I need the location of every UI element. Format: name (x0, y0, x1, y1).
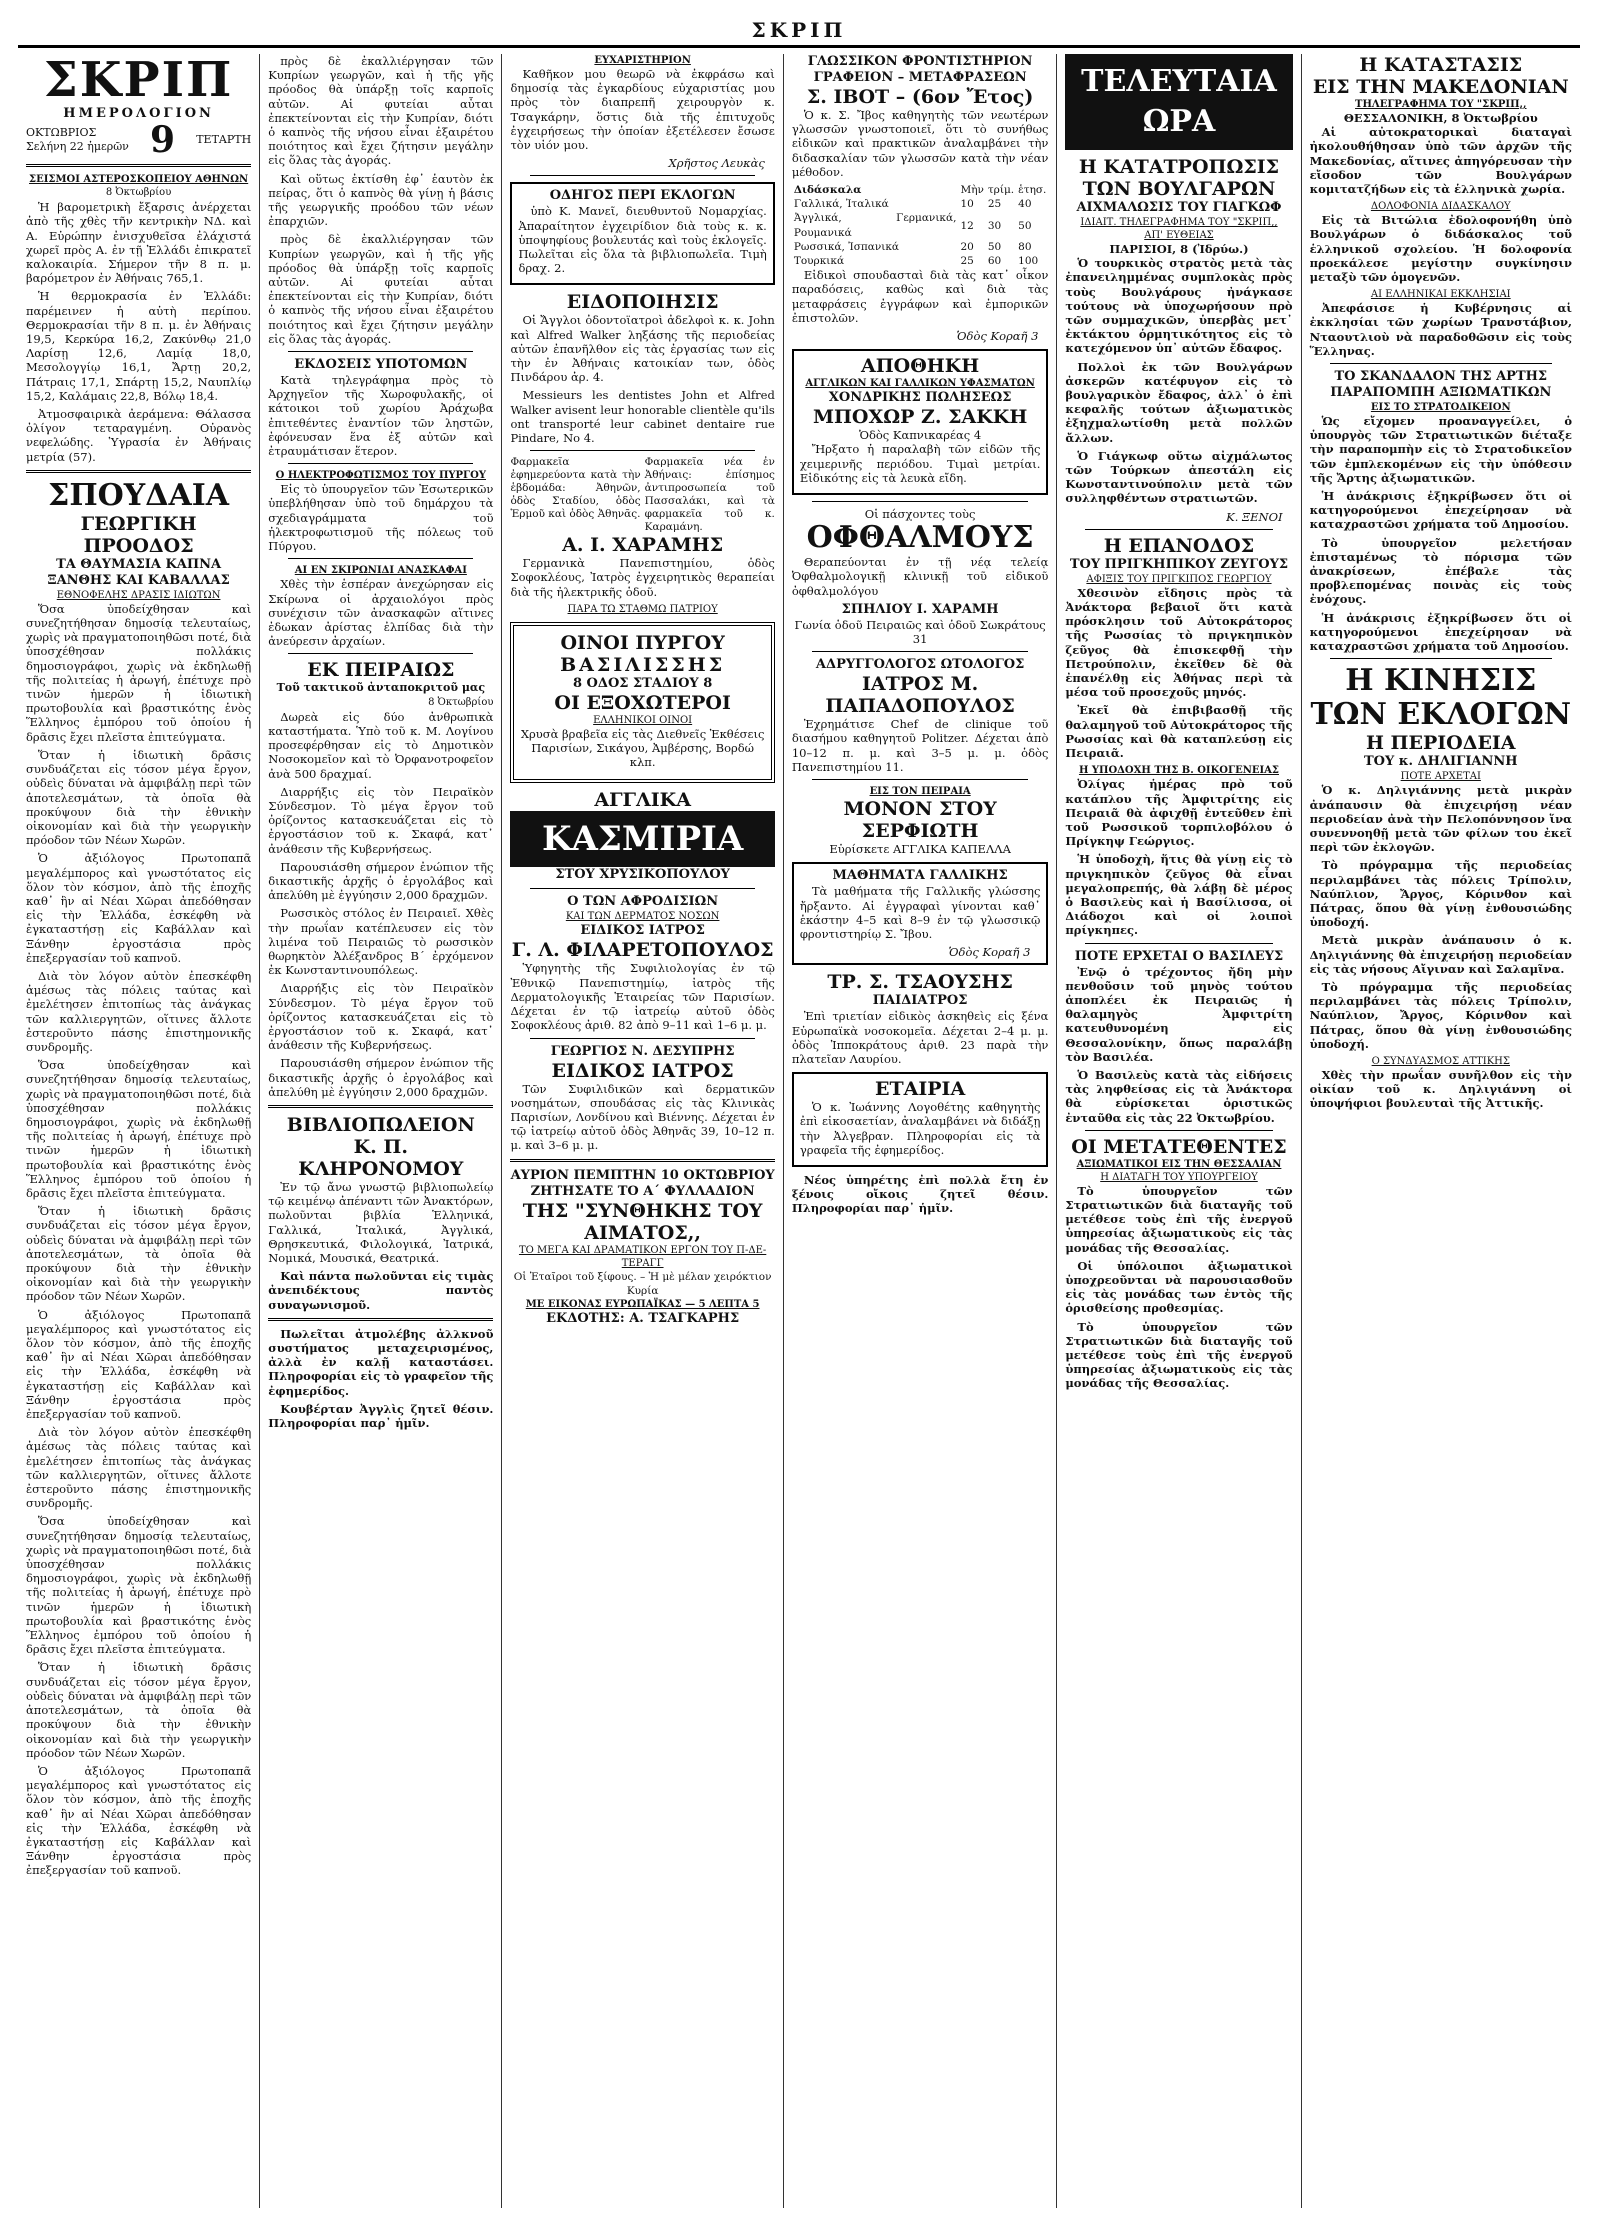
article-paragraph: Ὅταν ἡ ἰδιωτικὴ δρᾶσις συνδυάζεται εἰς τόσον μέγα ἔργον, οὐδεὶς δύναται νὰ ἀμφιβάλῃ περὶ τῶν ἀποτελεσμάτων, τὰ ὁποῖα θὰ προκύψουν διὰ τὴν ἐθνικὴν οἰκονομίαν καὶ διὰ τὴν γεωργικὴν πρόοδον τῶν Νέων Χωρῶν. (26, 747, 252, 848)
divider (288, 653, 473, 654)
thaum-heading: ΤΑ ΘΑΥΜΑΣΙΑ ΚΑΠΝΑ (56, 556, 222, 572)
pharmacy-left: Φαρμακεῖα ἐφημερεύοντα κατὰ τὴν ἑβδομάδα: Ἀθηνῶν, ὁδὸς Σταδίου, ὁδὸς Ἑρμοῦ καὶ ὁδὸς Ἀθηνᾶς. (510, 456, 641, 521)
article-paragraph: Ὁ Βασιλεὺς κατὰ τὰς εἰδήσεις τὰς ληφθείσας εἰς τὰ Ἀνάκτορα θὰ εὑρίσκεται ὁριστικῶς ἐνταῦθα εἰς τὰς 22 Ὀκτωβρίου. (1065, 1067, 1293, 1125)
store-sub2: ΧΟΝΔΡΙΚΗΣ ΠΩΛΗΣΕΩΣ (828, 390, 1012, 406)
capture-heading: ΑΙΧΜΑΛΩΣΙΣ ΤΟΥ ΓΙΑΓΚΩΦ (1076, 200, 1282, 215)
wine-line-1: ΟΙΝΟΙ ΠΥΡΓΟΥ (560, 631, 725, 654)
wine-line-2: ΒΑΣΙΛΙΣΣΗΣ (560, 653, 726, 676)
lessons-address: Ὁδὸς Κοραῆ 3 (948, 945, 1031, 960)
cashmere-banner: ΚΑΣΜΙΡΙΑ (510, 811, 774, 867)
divider (812, 501, 1029, 502)
article-paragraph: Χθὲς τὴν πρωΐαν συνῆλθον εἰς τὴν οἰκίαν τοῦ κ. Δηλιγιάννη οἱ ὑποψήφιοι βουλευταὶ τῆς Ἀττικῆς. (1309, 1067, 1572, 1111)
rout-heading: Η ΚΑΤΑΤΡΟΠΩΣΙΣ (1078, 156, 1280, 178)
logo: ΣΚΡΙΠ (43, 54, 234, 108)
pharmacy-ads (510, 456, 774, 534)
wine-ad (510, 622, 774, 784)
article-paragraph: Ὁ Γιάγκωφ οὕτω αἰχμάλωτος τῶν Τούρκων ἀπεστάλη εἰς Κωνσταντινούπολιν μετὰ τῶν συλληφθέντων στρατιωτῶν. (1065, 448, 1293, 506)
article-paragraph: Ὁ ἀξιόλογος Πρωτοπαπᾶ μεγαλέμπορος καὶ γνωστότατος εἰς ὅλον τὸν κόσμον, ἀπὸ τῆς ἐποχῆς καθ᾿ ἣν αἱ Νέαι Χῶραι ἀπεδόθησαν εἰς τὴν Ἑλλάδα, ἐσκέφθη νὰ ἐγκαταστήσῃ εἰς Καβάλλαν καὶ Ξάνθην ἐργοστάσια πρὸς ἐπεξεργασίαν τοῦ καπνοῦ. (26, 851, 252, 965)
table-cell: 25 (960, 255, 974, 268)
astro-date: 8 Ὀκτωβρίου (105, 187, 172, 198)
article-paragraph: Τὸ ὑπουργεῖον τῶν Στρατιωτικῶν διὰ διαταγῆς τοῦ μετέθεσε τοὺς ἐπὶ τῆς ἐνεργοῦ ὑπηρεσίας ἀξιωματικοὺς εἰς τὰς μονάδας τῆς Θεσσαλίας. (1065, 1183, 1293, 1255)
king-heading: ΠΟΤΕ ΕΡΧΕΤΑΙ Ο ΒΑΣΙΛΕΥΣ (1074, 948, 1284, 964)
article-paragraph: Ὅσα ὑποδείχθησαν καὶ συνεζητήθησαν δημοσίᾳ τελευταίως, χωρὶς νὰ πραγματοποιηθῶσι ποτέ, διὰ ὑποσχέθησαν πολλάκις δημοσιογράφοι, χωρὶς νὰ ἐκδηλωθῇ τῆς πολιτείας ἡ ἀρωγή, ἐπέτυχε πρὸ τινῶν ἡμερῶν ἡ ἰδιωτικὴ πρωτοβουλία καὶ βραστικότης ἑνὸς Ἕλληνος ἐμπόρου τοῦ ὁποίου ἡ δρᾶσις ἔχει πλεῖστα ἐπιτεύγματα. (26, 601, 252, 744)
officers-sub2: Η ΔΙΑΤΑΓΗ ΤΟΥ ΥΠΟΥΡΓΕΙΟΥ (1100, 1171, 1258, 1183)
article-paragraph: Ὅσα ὑποδείχθησαν καὶ συνεζητήθησαν δημοσίᾳ τελευταίως, χωρὶς νὰ πραγματοποιηθῶσι ποτέ, διὰ ὑποσχέθησαν πολλάκις δημοσιογράφοι, χωρὶς νὰ ἐκδηλωθῇ τῆς πολιτείας ἡ ἀρωγή, ἐπέτυχε πρὸ τινῶν ἡμερῶν ἡ ἰδιωτικὴ πρωτοβουλία καὶ βραστικότης ἑνὸς Ἕλληνος ἐμπόρου τοῦ ὁποίου ἡ δρᾶσις ἔχει πλεῖστα ἐπιτεύγματα. (26, 1514, 252, 1657)
thermo-text: Ἡ θερμοκρασία ἐν Ἑλλάδι: παρέμεινεν ἡ αὐτὴ περίπου. Θερμοκρασίαι τῆν 8 π. μ. ἐν Ἀθήναις 19,5, Κερκύρα 16,2, Ζακύνθῳ 21,0 Λαρίσῃ 12,6, Λαμίᾳ 18,0, Μεσολογγίῳ 16,1, Ἄρτῃ 20,2, Πάτραις 17,1, Σπάρτῃ 15,2, Ναυπλίῳ 15,2, Καλάμαις 22,8, Βόλῳ 18,4. (26, 289, 252, 403)
ibot-name: Σ. ΙΒΟΤ – (6ον Ἔτος) (806, 86, 1034, 108)
telegram-label: ΤΗΛΕΓΡΑΦΗΜΑ ΤΟΥ "ΣΚΡΙΠ,, (1355, 99, 1527, 110)
georgiki-heading: ΓΕΩΡΓΙΚΗ ΠΡΟΟΔΟΣ (80, 512, 197, 557)
piraeus-ad-heading: ΕΙΣ ΤΟΝ ΠΕΙΡΑΙΑ (869, 786, 971, 798)
ad-strong: Κουβέρταν Ἀγγλὶς ζητεῖ θέσιν. Πληροφορίαι παρ᾿ ἡμῖν. (268, 1401, 494, 1431)
table-header-row (792, 183, 1049, 197)
murder-heading: ΔΟΛΟΦΟΝΙΑ ΔΙΔΑΣΚΑΛΟΥ (1370, 201, 1511, 213)
divider (1085, 529, 1272, 530)
article-paragraph: Ἐκεῖ θὰ ἐπιβιβασθῇ τῆς θαλαμηγοῦ τοῦ Αὐτοκράτορος τῆς Ρωσσίας καὶ θὰ καταπλεύσῃ εἰς Πειραιᾶ. (1065, 703, 1293, 761)
article-paragraph: Ἡ ἀνάκρισις ἐξηκρίβωσεν ὅτι οἱ κατηγορούμενοι ἐπεχείρησαν νὰ καταχραστῶσι χρήματα τοῦ Δημοσίου. (1309, 610, 1572, 654)
article-paragraph: Χθεσινὸν εἴδησις πρὸς τὰ Ἀνάκτορα βεβαιοῖ ὅτι κατὰ πρόσκλησιν τοῦ Αὐτοκράτορος τῆς Ρωσσίας τὸ πριγκηπικὸν ζεῦγος θὰ ἐπισκεφθῇ τὴν Πετρούπολιν, ἐκεῖθεν δὲ θὰ ἐπανέλθῃ εἰς Ἀθήνας περὶ τὰ μέσα τοῦ προσεχοῦς μηνός. (1065, 585, 1293, 700)
article-paragraph: Εἰς τὸ ὑπουργεῖον τῶν Ἐσωτερικῶν ὑπεβλήθησαν ὑπὸ τοῦ δημάρχου τὰ σχεδιαγράμματα τοῦ ἠλεκτροφωτισμοῦ τῆς πόλεως τοῦ Πύργου. (268, 482, 494, 554)
pediatrician-name: ΤΡ. Σ. ΤΣΑΟΥΣΗΣ (827, 971, 1013, 994)
newspaper-page (18, 18, 1580, 2208)
ekdoseis-heading: ΕΚΔΟΣΕΙΣ ΥΠΟΤΟΜΩΝ (294, 357, 468, 373)
article-paragraph: Ἐχρημάτισε Chef de clinique τοῦ διασήμου καθηγητοῦ Politzer. Δέχεται ἀπὸ 10–12 π. μ. καὶ 3–5 μ. μ. ὁδὸς Πανεπιστημίου 11. (791, 717, 1049, 774)
article-paragraph: ὑπὸ Κ. Μανεῖ, διευθυντοῦ Νομαρχίας. Ἀπαραίτητον ἐγχειρίδιον διὰ τοὺς κ. κ. ὑποψηφίους βουλευτάς καὶ τοὺς ἐκλογεῖς. Πωλεῖται εἰς ὅλα τὰ βιβλιοπωλεῖα. Τιμὴ δραχ. 2. (518, 204, 767, 276)
direct-label: ΑΠ' ΕΥΘΕΙΑΣ (1144, 230, 1214, 241)
article-paragraph: Θεραπεύονται ἐν τῇ νέᾳ τελείᾳ Ὀφθαλμολογικῇ κλινικῇ τοῦ εἰδικοῦ ὀφθαλμολόγου (791, 555, 1049, 598)
table-header: τρίμ. (987, 184, 1015, 197)
divider (530, 450, 754, 451)
deligiannis-heading: ΤΟΥ κ. ΔΗΛΙΓΙΑΝΝΗ (1363, 754, 1518, 770)
table-cell: Τουρκικά (793, 255, 845, 268)
return-sub2: ΑΦΙΞΙΣ ΤΟΥ ΠΡΙΓΚΙΠΟΣ ΓΕΩΡΓΙΟΥ (1086, 573, 1272, 585)
guide-heading: ΟΔΗΓΟΣ ΠΕΡΙ ΕΚΛΟΓΩΝ (549, 188, 736, 204)
office-sub: ΓΡΑΦΕΙΟΝ – ΜΕΤΑΦΡΑΣΕΩΝ (813, 70, 1027, 85)
article-paragraph: Ὁ κ. Ἰωάννης Λογοθέτης καθηγητὴς ἐπὶ εἰκοσαετίαν, ἀναλαμβάνει νὰ διδάξῃ τὴν Ἀλγεβραν. Πληροφορίαι εἰς τὰ γραφεῖα τῆς ἐφημερίδος. (799, 1100, 1041, 1157)
table-cell: Ἀγγλικά, Γερμανικά, Ρουμανικά (793, 212, 957, 239)
divider (510, 1159, 774, 1162)
piraeus-heading: ΕΚ ΠΕΙΡΑΙΩΣ (307, 659, 455, 682)
churches-heading: ΑΙ ΕΛΛΗΝΙΚΑΙ ΕΚΚΛΗΣΙΑΙ (1370, 289, 1511, 301)
article-paragraph: πρὸς δὲ ἐκαλλιέργησαν τῶν Κυπρίων γεωργῶν, καὶ ἡ τῆς γῆς πρόοδος θὰ ὑπάρξῃ τοῖς καρποῖς αὐτῶν. Αἱ φυτείαι αὗται ἐπεκτείνονται εἰς τὴν Κυπρίαν, διότι ὁ καπνὸς τῆς νήσου εἶναι ἐξαιρέτου ποιότητος καὶ ἔχει ζήτησιν μεγάλην εἰς ὅλας τὰς ἀγοράς. (268, 54, 494, 168)
synthiki-sub: ΤΟ ΜΕΓΑ ΚΑΙ ΔΡΑΜΑΤΙΚΟΝ ΕΡΓΟΝ ΤΟΥ Π-ΔΕ-ΤΕΡΑΓΓ (518, 1244, 767, 1269)
divider (288, 558, 473, 559)
column-4 (784, 54, 1058, 2208)
table-row (792, 254, 1049, 268)
table-cell: 25 (987, 198, 1002, 211)
article-paragraph: Τὸ πρόγραμμα τῆς περιοδείας περιλαμβάνει τὰς πόλεις Τρίπολιν, Ναύπλιον, Ἄργος, Κόρινθον καὶ Πάτρας, ὅπου θὰ γίνῃ ἐνθουσιώδης ὑποδοχή. (1309, 858, 1572, 930)
divider (530, 1038, 754, 1039)
wine-line-3: 8 ΟΔΟΣ ΣΤΑΔΙΟΥ 8 (572, 675, 713, 691)
columns (18, 54, 1580, 2208)
article-paragraph: Ὡς εἴχομεν προαναγγείλει, ὁ ὑπουργὸς τῶν Στρατιωτικῶν διέταξε τὴν παραπομπὴν εἰς τὸ Στρατοδικεῖον τῶν ἐμπλεκομένων εἰς τὴν ὑπόθεσιν τῆς Ἄρτης ἀξιωματικῶν. (1309, 414, 1572, 485)
article-paragraph: Ὁ ἀξιόλογος Πρωτοπαπᾶ μεγαλέμπορος καὶ γνωστότατος εἰς ὅλον τὸν κόσμον, ἀπὸ τῆς ἐποχῆς καθ᾿ ἣν αἱ Νέαι Χῶραι ἀπεδόθησαν εἰς τὴν Ἑλλάδα, ἐσκέφθη νὰ ἐγκαταστήσῃ εἰς Καβάλλαν καὶ Ξάνθην ἐργοστάσια πρὸς ἐπεξεργασίαν τοῦ καπνοῦ. (26, 1763, 252, 1878)
situation-heading: Η ΚΑΤΑΣΤΑΣΙΣ (1359, 54, 1523, 76)
article-paragraph: Ἤρξατο ἡ παραλαβὴ τῶν εἰδῶν τῆς χειμερινῆς περιόδου. Τιμαὶ μετρίαι. Εἰδικότης εἰς τὰ λευκὰ εἴδη. (799, 442, 1041, 485)
pharmacy-hours: ΠΑΡΑ ΤΩ ΣΤΑΘΜΩ ΠΑΤΡΙΟΥ (567, 603, 718, 615)
article-paragraph: Διὰ τὸν λόγον αὐτὸν ἐπεσκέφθη ἀμέσως τὰς πόλεις ταύτας καὶ ἐμελέτησεν ἐπιτοπίως τὰς ἀνάγκας τῶν καλλιεργητῶν, οἵτινες ἄλλοτε ἐστεροῦντο πάσης ἐπιστημονικῆς συνδρομῆς. (26, 1425, 252, 1511)
company-heading: ΕΤΑΙΡΙΑ (875, 1078, 966, 1101)
guide-ad (510, 182, 774, 285)
article-paragraph: Δωρεὰ εἰς δύο ἀνθρωπικὰ καταστήματα. Ὑπὸ τοῦ κ. Μ. Λογίνου προσεφέρθησαν εἰς τὸ Δημοτικὸν Νοσοκομεῖον καὶ τὸ Ὀρφανοτροφεῖον ἀνὰ 500 δραχμαί. (268, 709, 494, 781)
month-block (26, 126, 129, 154)
article-paragraph: Κατὰ τηλεγράφημα πρὸς τὸ Ἀρχηγεῖον τῆς Χωροφυλακῆς, οἱ κάτοικοι τοῦ χωρίου Ἀράχωβα ἐπιτεθέντες ἐναντίον τῶν ληστῶν, ἐφόνευσαν ἕνα ἐξ αὐτῶν καὶ ἐτραυμάτισαν ἕτερον. (268, 373, 494, 459)
store-heading: ΑΠΟΘΗΚΗ (861, 355, 980, 378)
article-paragraph: Ρωσσικὸς στόλος ἐν Πειραιεῖ. Χθὲς τὴν πρωΐαν κατέπλευσεν εἰς τὸν λιμένα τοῦ Πειραιῶς τὸ ρωσσικὸν θωρηκτὸν Ἀλέξανδρος Β΄ ἐρχόμενον ἐκ Κωνσταντινουπόλεως. (268, 906, 494, 978)
divider (268, 1318, 493, 1321)
date-row (26, 119, 252, 161)
piraeus-ad-sub: ΜΟΝΟΝ ΣΤΟΥ ΣΕΡΦΙΩΤΗ (843, 798, 997, 843)
divider (530, 175, 754, 176)
table-cell: 80 (1018, 240, 1032, 253)
article-paragraph: Πολλοὶ ἐκ τῶν Βουλγάρων ἀσκερῶν κατέφυγον εἰς τὸ βουλγαρικὸν ἔδαφος, ἀλλ᾿ ὁ ἐπὶ κεφαλῆς τούτων ἀξιωματικὸς ἐξηχμαλωτίσθη μετὰ πολλῶν ἄλλων. (1065, 359, 1293, 445)
divider (812, 779, 1029, 780)
moon-days: Σελήνη 22 ἡμερῶν (26, 140, 129, 153)
table-header: ἑτησ. (1018, 184, 1047, 197)
aphro-sub: ΚΑΙ ΤΩΝ ΔΕΡΜΑΤΟΣ ΝΟΣΩΝ (565, 911, 720, 923)
cashmere-bottom: ΣΤΟΥ ΧΡΥΣΙΚΟΠΟΥΛΟΥ (555, 867, 730, 883)
table-row (792, 197, 1049, 211)
desy-role: ΕΙΔΙΚΟΣ ΙΑΤΡΟΣ (551, 1059, 734, 1082)
lessons-heading: ΜΑΘΗΜΑΤΑ ΓΑΛΛΙΚΗΣ (832, 868, 1008, 884)
aphro-heading: Ο ΤΩΝ ΑΦΡΟΔΙΣΙΩΝ (567, 894, 719, 910)
pharmacist-name: Α. Ι. ΧΑΡΑΜΗΣ (562, 534, 724, 557)
tomorrow-heading: ΑΥΡΙΟΝ ΠΕΜΠΤΗΝ 10 ΟΚΤΩΒΡΙΟΥ (510, 1167, 775, 1183)
article-paragraph: Τὰ μαθήματα τῆς Γαλλικῆς γλώσσης ἤρξαντο. Αἱ ἐγγραφαὶ γίνονται καθ᾿ ἑκάστην 4–5 καὶ 8–9 ἐν τῷ γλωσσικῷ φροντιστηρίῳ Σ. Ἴβου. (799, 884, 1041, 941)
reception-heading: Η ΥΠΟΔΟΧΗ ΤΗΣ Β. ΟΙΚΟΓΕΝΕΙΑΣ (1078, 765, 1279, 777)
aphro-role: ΕΙΔΙΚΟΣ ΙΑΤΡΟΣ (580, 923, 705, 939)
scandal-heading: ΤΟ ΣΚΑΝΔΑΛΟΝ ΤΗΣ ΑΡΤΗΣ (1334, 369, 1548, 385)
article-paragraph: Τὸ ὑπουργεῖον τῶν Στρατιωτικῶν διὰ διαταγῆς τοῦ μετέθεσε τοὺς ἐπὶ τῆς ἐνεργοῦ ὑπηρεσίας ἀξιωματικοὺς εἰς τὰς μονάδας τῆς Θεσσαλίας. (1065, 1319, 1293, 1391)
article-paragraph: Ὁ ἀξιόλογος Πρωτοπαπᾶ μεγαλέμπορος καὶ γνωστότατος εἰς ὅλον τὸν κόσμον, ἀπὸ τῆς ἐποχῆς καθ᾿ ἣν αἱ Νέαι Χῶραι ἀπεδόθησαν εἰς τὴν Ἑλλάδα, ἐσκέφθη νὰ ἐγκαταστήσῃ εἰς Καβάλλαν καὶ Ξάνθην ἐργοστάσια πρὸς ἐπεξεργασίαν τοῦ καπνοῦ. (26, 1307, 252, 1422)
article-paragraph: Οἱ Ἄγγλοι ὀδοντοϊατροὶ ἀδελφοὶ κ. κ. John καὶ Alfred Walker ληξάσης τῆς περιοδείας αὐτῶν ἐπανῆλθον εἰς τὰς ἐργασίας των εἰς τὴν ἐν Ἀθήναις κατοικίαν των, ὁδὸς Πινδάρου ἀρ. 4. (510, 313, 775, 385)
scandal-sub: ΠΑΡΑΠΟΜΠΗ ΑΞΙΩΜΑΤΙΚΩΝ (1330, 385, 1552, 401)
astro-heading: ΣΕΙΣΜΟΙ ΑΣΤΕΡΟΣΚΟΠΕΙΟΥ ΑΘΗΝΩΝ (29, 174, 249, 185)
bookshop-heading: ΒΙΒΛΙΟΠΩΛΕΙΟΝ (286, 1114, 475, 1136)
month: ΟΚΤΩΒΡΙΟΣ (26, 125, 97, 139)
divider (288, 463, 473, 464)
bookshop-name: Κ. Π. ΚΛΗΡΟΝΟΜΟΥ (298, 1136, 464, 1180)
masthead: ΣΚΡΙΠ (18, 18, 1580, 48)
servant-ad: Νέος ὑπηρέτης ἐπὶ πολλὰ ἔτη ἐν ξένοις οἴκοις ζητεῖ θέσιν. Πληροφορίαι παρ᾿ ἡμῖν. (791, 1172, 1049, 1216)
company-ad (792, 1072, 1049, 1167)
synthiki-title: ΤΗΣ "ΣΥΝΘΗΚΗΣ ΤΟΥ ΑΙΜΑΤΟΣ,, (522, 1199, 763, 1244)
article-paragraph: Χθὲς τὴν ἑσπέραν ἀνεχώρησαν εἰς Σκίρωνα οἱ ἀρχαιολόγοι πρὸς συνέχισιν τῶν ἀνασκαφῶν αἵτινες ἐδωκαν ἀρίστας ἐλπίδας διὰ τὴν ἀνεύρεσιν ἀρχαίων. (268, 577, 494, 649)
scandal-sub2: ΕΙΣ ΤΟ ΣΤΡΑΤΟΔΙΚΕΙΟΝ (1370, 402, 1511, 414)
cashmere-top: ΑΓΓΛΙΚΑ (594, 789, 691, 812)
article-paragraph: Ὁ κ. Δηλιγιάννης μετὰ μικρὰν ἀνάπαυσιν θὰ ἐπιχειρήσῃ νέαν περιοδείαν ἀνὰ τὴν Πελοπόννησον ἵνα συνεννοηθῇ μετὰ τῶν φίλων του ἐκεῖ περὶ τῶν ἐκλογῶν. (1309, 783, 1572, 855)
synthiki-tag: Οἱ Ἑταῖροι τοῦ ξίφους. – Ἡ μὲ μέλαν χειρόκτιον Κυρία (513, 1270, 772, 1297)
wine-line-5: ΕΛΛΗΝΙΚΟΙ ΟΙΝΟΙ (593, 714, 693, 726)
ent-heading: ΑΔΡΥΓΓΟΛΟΓΟΣ ΩΤΟΛΟΓΟΣ (815, 657, 1025, 673)
dateline: ΠΑΡΙΣΙΟΙ, 8 (Ἰδρύω.) (1109, 242, 1249, 256)
article-paragraph: Ὁ τουρκικὸς στρατὸς μετὰ τὰς ἐπανειλημμένας συμπλοκὰς πρὸς τοὺς Βουλγάρους ἠνάγκασε τούτους νὰ ὑποχωρήσουν πρὸ τῶν συμμαχικῶν, ὑπερβὰς μετ᾿ ἐκτάκτου ὁρμητικότητος εἰς τὸ κατεχόμενον ὑπ᾿ αὐτῶν ἔδαφος. (1065, 256, 1293, 356)
eyes-address: Γωνία ὁδοῦ Πειραιῶς καὶ ὁδοῦ Σωκράτους 31 (794, 617, 1046, 647)
telegram-label: ΙΔΙΑΙΤ. ΤΗΛΕΓΡΑΦΗΜΑ ΤΟΥ "ΣΚΡΙΠ,, (1080, 217, 1278, 228)
wine-text: Χρυσὰ βραβεῖα εἰς τὰς Διεθνεῖς Ἐκθέσεις Παρισίων, Σικάγου, Ἀμβέρσης, Βορδώ κλπ. (520, 726, 765, 770)
store-sub: ΑΓΓΛΙΚΩΝ ΚΑΙ ΓΑΛΛΙΚΩΝ ΥΦΑΣΜΑΤΩΝ (805, 378, 1035, 390)
column-3 (502, 54, 783, 2208)
thanks-signature: Χρῆστος Λευκὰς (668, 156, 765, 171)
article-paragraph: Καὶ οὕτως ἐκτίσθη ἐφ᾿ ἑαυτὸν ἐκ πείρας, ὅτι ὁ καπνὸς θὰ γίνῃ ἡ βάσις τῆς γεωργικῆς προόδου τῶν νέων ἐπαρχιῶν. (268, 171, 494, 229)
article-paragraph: Γερμανικὰ Πανεπιστημίου, ὁδὸς Σοφοκλέους, Ἰατρὸς ἐγχειρητικὸς θεραπείαι διὰ τῆς ἠλεκτρικῆς ὁδοῦ. (510, 556, 775, 599)
article-paragraph: Τὸ πρόγραμμα τῆς περιοδείας περιλαμβάνει τὰς πόλεις Τρίπολιν, Ναύπλιον, Ἄργος, Κόρινθον καὶ Πάτρας, ὅπου θὰ γίνῃ ἐνθουσιώδης ὑποδοχή. (1309, 979, 1572, 1051)
table-cell: 30 (987, 219, 1002, 232)
officers-sub: ΑΞΙΩΜΑΤΙΚΟΙ ΕΙΣ ΤΗΝ ΘΕΣΣΑΛΙΑΝ (1076, 1158, 1282, 1170)
divider (1330, 363, 1552, 364)
article-paragraph: Ἡ ὑποδοχὴ, ἥτις θὰ γίνῃ εἰς τὸ πριγκηπικὸν ζεῦγος θὰ εἶναι μεγαλοπρεπής, θὰ λάβῃ δὲ μέρος ὁ Βασιλεὺς καὶ ἡ Βασίλισσα, οἱ Διάδοχοι καὶ οἱ λοιποὶ πρίγκηπες. (1065, 852, 1293, 938)
pharmacy-right: Φαρμακεῖα νέα ἐν Ἀθήναις: ἐπίσημος ἀντιπροσωπεία τοῦ Πασσαλάκι, καὶ τὰ φαρμακεῖα τοῦ κ. Καραμάνη. (644, 456, 775, 534)
store-address: Ὁδὸς Καπνικαρέας 4 (859, 428, 982, 443)
column-6 (1302, 54, 1580, 2208)
article-paragraph: Τῶν Συφιλιδικῶν καὶ δερματικῶν νοσημάτων, σπουδάσας εἰς τὰς Κλινικὰς Παρισίων, Λονδίνου καὶ Βιέννης. Δέχεται ἐν τῷ ἰατρείῳ αὐτοῦ ὁδὸς Ἀθηνᾶς 39, 10–12 π. μ. καὶ 3–6 μ. μ. (510, 1081, 775, 1153)
article-paragraph: Ἐνῷ ὁ τρέχοντος ἤδη μὴν πενθοῦσιν τοῦ μηνὸς τούτου ἀποπλέει ἐκ Πειραιῶς ἡ θαλαμηγὸς Ἀμφιτρίτη κατευθυνομένη εἰς Θεσσαλονίκην, ὅπως παραλάβῃ τὸν Βασιλέα. (1065, 964, 1293, 1064)
article-paragraph: Διὰ τὸν λόγον αὐτὸν ἐπεσκέφθη ἀμέσως τὰς πόλεις ταύτας καὶ ἐμελέτησεν ἐπιτοπίως τὰς ἀνάγκας τῶν καλλιεργητῶν, οἵτινες ἄλλοτε ἐστεροῦντο πάσης ἐπιστημονικῆς συνδρομῆς. (26, 968, 252, 1054)
table-cell: Γαλλικά, Ἰταλικά (793, 198, 889, 211)
column-2 (260, 54, 502, 2208)
return-heading: Η ΕΠΑΝΟΔΟΣ (1103, 534, 1255, 557)
electric-heading: Ο ΗΛΕΚΤΡΟΦΩΤΙΣΜΟΣ ΤΟΥ ΠΥΡΓΟΥ (275, 470, 486, 482)
astro-text: Ἡ βαρομετρικὴ ἔξαρσις ἀνέρχεται ἀπὸ τῆς χθὲς τῆν κεντρικὴν ΝΔ. καὶ Α. Εὐρώπην ἐνισχυθεῖσα ἐλάχιστά χωρεῖ πρὸς Α. ἐν τῇ Ἑλλάδι ἐπικρατεῖ καλοκαιρία. Σήμερον τῆν 8 π. μ. βαρόμετρον ἐν Ἀθήναις 765,1. (26, 200, 252, 286)
divider (1085, 943, 1272, 944)
notice-heading: ΕΙΔΟΠΟΙΗΣΙΣ (566, 291, 719, 314)
ibot-address: Ὁδὸς Κοραῆ 3 (956, 329, 1039, 344)
last-hour-banner: ΤΕΛΕΥΤΑΙΑ ΩΡΑ (1065, 54, 1292, 150)
article-paragraph: Ὀλίγας ἡμέρας πρὸ τοῦ κατάπλου τῆς Ἀμφιτρίτης εἰς Πειραιᾶ θὰ ἀφιχθῇ ἐντεῦθεν ἐπὶ τοῦ Ρωσσικοῦ τορπιλοβόλου ὁ Πρίγκηψ Γεώργιος. (1065, 777, 1293, 849)
ask-heading: ΖΗΤΗΣΑΤΕ ΤΟ Α΄ ΦΥΛΛΑΔΙΟΝ (530, 1183, 755, 1199)
office-heading: ΓΛΩΣΣΙΚΟΝ ΦΡΟΝΤΙΣΤΗΡΙΟΝ (807, 54, 1033, 69)
spoudaia-heading: ΣΠΟΥΔΑΙΑ (48, 477, 230, 513)
article-paragraph: Messieurs les dentistes John et Alfred Walker avisent leur honorable clientèle qu'ils ont transporté leur cabinet dentaire rue Pindare, No 4. (510, 388, 775, 446)
article-paragraph: Μετὰ μικρὰν ἀνάπαυσιν ὁ κ. Δηλιγιάννης θὰ ἐπιχειρήσῃ περιοδείαν εἰς τὰς νήσους Αἴγιναν καὶ Σαλαμῖνα. (1309, 933, 1572, 976)
small-heading: ΕΘΝΟΦΕΛΗΣ ΔΡΑΣΙΣ ΙΔΙΩΤΩΝ (56, 589, 221, 601)
excavation-heading: ΑΙ ΕΝ ΣΚΙΡΩΝΙΔΙ ΑΝΑΣΚΑΦΑΙ (294, 565, 467, 577)
table-cell: 10 (960, 198, 974, 211)
pediatrician-role: ΠΑΙΔΙΑΤΡΟΣ (872, 993, 968, 1009)
article-paragraph: Παρουσιάσθη σήμερον ἐνώπιον τῆς δικαστικῆς ἀρχῆς ὁ ἐργολάβος καὶ ἀπελύθη μὲ ἐγγύησιν 2,000 δραχμῶν. (268, 1056, 494, 1099)
election-heading: Η ΚΙΝΗΣΙΣ (1345, 663, 1537, 699)
article-paragraph: Παρουσιάσθη σήμερον ἐνώπιον τῆς δικαστικῆς ἀρχῆς ὁ ἐργολάβος καὶ ἀπελύθη μὲ ἐγγύησιν 2,000 δραχμῶν. (268, 859, 494, 903)
lessons-ad (792, 862, 1049, 965)
table-header: Διδάσκαλα (793, 184, 862, 197)
piraeus-sub: Τοῦ τακτικοῦ ἀνταποκριτοῦ μας (276, 681, 486, 695)
article-paragraph: Οἱ ὑπόλοιποι ἀξιωματικοὶ ὑποχρεοῦνται νὰ παρουσιασθοῦν εἰς τὰς μονάδας των ἐντὸς τῆς ὁρισθείσης προθεσμίας. (1065, 1258, 1293, 1316)
article-paragraph: Εἰς τὰ Βιτώλια ἐδολοφονήθη ὑπὸ Βουλγάρων ὁ διδάσκαλος τοῦ ἑλληνικοῦ σχολείου. Ἡ δολοφονία προεκάλεσε μεγίστην συγκίνησιν μεταξὺ τῶν ὁμογενῶν. (1309, 213, 1572, 285)
divider (288, 351, 473, 352)
table-cell: 20 (960, 240, 974, 253)
article-paragraph: Ὅταν ἡ ἰδιωτικὴ δρᾶσις συνδυάζεται εἰς τόσον μέγα ἔργον, οὐδεὶς δύναται νὰ ἀμφιβάλῃ περὶ τῶν ἀποτελεσμάτων, τὰ ὁποῖα θὰ προκύψουν διὰ τὴν ἐθνικὴν οἰκονομίαν καὶ διὰ τὴν γεωργικὴν πρόοδον τῶν Νέων Χωρῶν. (26, 1204, 252, 1304)
situation-sub: ΕΙΣ ΤΗΝ ΜΑΚΕΔΟΝΙΑΝ (1312, 76, 1569, 98)
article-paragraph: Διαρρήξις εἰς τὸν Πειραϊκὸν Σύνδεσμον. Τὸ μέγα ἔργον τοῦ ὀρίζοντος κατασκευάζεται εἰς τὸ ἐργοστάσιον τοῦ κ. Σκαφά, κατ᾿ ἀνάθεσιν τῆς Κυβερνήσεως. (268, 981, 494, 1053)
dateline: ΘΕΣΣΑΛΟΝΙΚΗ, 8 Ὀκτωβρίου (1343, 111, 1538, 125)
article-paragraph: Καθῆκον μου θεωρῶ νὰ ἐκφράσω καὶ δημοσίᾳ τὰς ἐγκαρδίους εὐχαριστίας μου πρὸς τὸν διαπρεπῆ χειρουργὸν κ. Τσαγκάρην, ὅστις διὰ τῆς ἐπιτυχοῦς ἐγχειρήσεως τὴν ὁποίαν ἐξετέλεσεν ἔσωσε τὸν υἱόν μου. (510, 67, 775, 153)
thanks-heading: ΕΥΧΑΡΙΣΤΗΡΙΟΝ (594, 55, 691, 66)
article-paragraph: Ἀπεφάσισε ἡ Κυβέρνησις αἱ ἐκκλησίαι τῶν χωρίων Τρανστάβιον, Νταουτλιοὺ νὰ παραδοθῶσιν εἰς τοὺς Ἕλληνας. (1309, 301, 1572, 358)
store-ad (792, 349, 1049, 495)
table-cell: 40 (1018, 198, 1032, 211)
ad-text: Πωλεῖται ἀτμολέβης ἀλλκνοῦ συστήματος μεταχειρισμένος, ἀλλὰ ἐν καλῇ καταστάσει. Πληροφορίαι εἰς τὸ γραφεῖον τῆς ἐφημερίδος. (268, 1326, 494, 1398)
when-heading: ΠΟΤΕ ΑΡΧΕΤΑΙ (1400, 771, 1481, 783)
eyes-doctor: ΣΠΗΛΙΟΥ Ι. ΧΑΡΑΜΗ (841, 601, 999, 617)
weather-text: Ἀτμοσφαιρικὰ ἀεράμενα: Θάλασσα ὀλίγον τεταραγμένη. Οὐρανὸς νεφελώδης. Ὑγρασία ἐν Ἀθήναις μετρία (57). (26, 407, 252, 464)
officers-heading: ΟΙ ΜΕΤΑΤΕΘΕΝΤΕΣ (1071, 1135, 1287, 1158)
article-paragraph: Ὑφηγητὴς τῆς Συφιλιολογίας ἐν τῷ Ἐθνικῷ Πανεπιστημίῳ, ἰατρὸς τῆς Δερματολογικῆς Ἑταιρείας τῶν Παρισίων. Δέχεται ἐν τῷ ἰατρείῳ αὐτοῦ ὁδὸς Σοφοκλέους ἀριθ. 82 ἀπὸ 9–11 καὶ 1–6 μ. μ. (510, 961, 775, 1033)
table-cell: 50 (987, 240, 1002, 253)
article-paragraph: Ὅταν ἡ ἰδιωτικὴ δρᾶσις συνδυάζεται εἰς τόσον μέγα ἔργον, οὐδεὶς δύναται νὰ ἀμφιβάλῃ περὶ τῶν ἀποτελεσμάτων, τὰ ὁποῖα θὰ προκύψουν διὰ τὴν ἐθνικὴν οἰκονομίαν καὶ διὰ τὴν γεωργικὴν πρόοδον τῶν Νέων Χωρῶν. (26, 1660, 252, 1760)
article-paragraph: Ἡ ἀνάκρισις ἐξηκρίβωσεν ὅτι οἱ κατηγορούμενοι ἐπεχείρησαν νὰ καταχραστῶσι χρήματα τοῦ Δημοσίου. (1309, 489, 1572, 532)
return-sub: ΤΟΥ ΠΡΙΓΚΗΠΙΚΟΥ ΖΕΥΓΟΥΣ (1069, 556, 1289, 572)
table-cell: 60 (987, 255, 1002, 268)
table-cell: 100 (1018, 255, 1039, 268)
article-paragraph: Αἱ αὐτοκρατορικαὶ διαταγαὶ ἠκολουθήθησαν ὑπὸ τῶν ἀρχῶν τῆς Μακεδονίας, αἵτινες ἀπηγόρευσαν τὴν εἴσοδον τῶν Βουλγάρων κομιτατζήδων εἰς τὰ ἑλληνικὰ χωρία. (1309, 125, 1572, 197)
xanthis-heading: ΞΑΝΘΗΣ ΚΑΙ ΚΑΒΑΛΛΑΣ (47, 572, 230, 588)
table-row (792, 240, 1049, 254)
article-paragraph: Ἐπὶ τριετίαν εἰδικὸς ἀσκηθεὶς εἰς ξένα Εὐρωπαϊκὰ νοσοκομεῖα. Δέχεται 2–4 μ. μ. ὁδὸς Ἱπποκράτους ἀριθ. 23 παρὰ τὴν πλατεῖαν Λαυρίου. (791, 1009, 1049, 1066)
desy-name: ΓΕΩΡΓΙΟΣ Ν. ΔΕΣΥΠΡΗΣ (550, 1043, 735, 1059)
article-paragraph: Ἐν τῷ ἄνω γνωστῷ βιβλιοπωλείῳ τῷ κειμένῳ ἀπέναντι τῶν Ἀνακτόρων, πωλοῦνται βιβλία Ἑλληνικά, Γαλλικά, Ἰταλικά, Ἀγγλικά, Θρησκευτικά, Φιλολογικά, Ἰατρικά, Νομικά, Μουσικά, Θεατρικά. (268, 1180, 494, 1266)
bookshop-strong: Καὶ πάντα πωλοῦνται εἰς τιμὰς ἀνεπιδέκτους παντὸς συναγωνισμοῦ. (268, 1269, 494, 1312)
aphro-name: Γ. Λ. ΦΙΛΑΡΕΤΟΠΟΥΛΟΣ (511, 939, 774, 962)
store-name: ΜΠΟΧΩΡ Ζ. ΣΑΚΚΗ (812, 406, 1028, 429)
article-paragraph: πρὸς δὲ ἐκαλλιέργησαν τῶν Κυπρίων γεωργῶν, καὶ ἡ τῆς γῆς πρόοδος θὰ ὑπάρξῃ τοῖς καρποῖς αὐτῶν. Αἱ φυτείαι αὗται ἐπεκτείνονται εἰς τὴν Κυπρίαν, διότι ὁ καπνὸς τῆς νήσου εἶναι ἐξαιρέτου ποιότητος καὶ ἔχει ζήτησιν μεγάλην εἰς ὅλας τὰς ἀγοράς. (268, 232, 494, 346)
article-paragraph: Ὅσα ὑποδείχθησαν καὶ συνεζητήθησαν δημοσίᾳ τελευταίως, χωρὶς νὰ πραγματοποιηθῶσι ποτέ, διὰ ὑποσχέθησαν πολλάκις δημοσιογράφοι, χωρὶς νὰ ἐκδηλωθῇ τῆς πολιτείας ἡ ἀρωγή, ἐπέτυχε πρὸ τινῶν ἡμερῶν ἡ ἰδιωτικὴ πρωτοβουλία καὶ βραστικότης ἑνὸς Ἕλληνος ἐμπόρου τοῦ ὁποίου ἡ δρᾶσις ἔχει πλεῖστα ἐπιτεύγματα. (26, 1058, 252, 1200)
table-cell: Ρωσσικά, Ἰσπανικά (793, 240, 900, 253)
calendar-subtitle: ΗΜΕΡΟΛΟΓΙΟΝ (63, 106, 214, 121)
price-table (792, 183, 1049, 268)
signature: Κ. ΞΕΝΟΙ (1226, 509, 1283, 524)
table-row (792, 211, 1049, 239)
article-paragraph: Διαρρήξις εἰς τὸν Πειραϊκὸν Σύνδεσμον. Τὸ μέγα ἔργον τοῦ ὀρίζοντος κατασκευάζεται εἰς τὸ ἐργοστάσιον τοῦ κ. Σκαφά, κατ᾿ ἀνάθεσιν τῆς Κυβερνήσεως. (268, 784, 494, 856)
election-heading-2: ΤΩΝ ΕΚΛΟΓΩΝ (1310, 697, 1572, 733)
wine-line-4: ΟΙ ΕΞΟΧΩΤΕΡΟΙ (554, 691, 731, 714)
divider (268, 1105, 493, 1108)
piraeus-ad-text: Εὑρίσκετε ΑΓΓΛΙΚΑ ΚΑΠΕΛΛΑ (829, 842, 1011, 857)
eyes-heading: ΟΦΘΑΛΜΟΥΣ (806, 520, 1034, 556)
article-paragraph: Ὁ κ. Σ. Ἴβος καθηγητὴς τῶν νεωτέρων γλωσσῶν γνωστοποιεῖ, ὅτι τὸ συνήθως εἰδικῶν καὶ πρακτικῶν ἀναλαμβάνει τὴν διδασκαλίαν τῶν γλωσσῶν κατὰ τὴν νέαν μέθοδον. (791, 108, 1049, 179)
piraeus-date: 8 Ὀκτωβρίου (428, 696, 494, 708)
table-cell: 12 (960, 219, 974, 232)
divider (812, 651, 1029, 652)
divider (26, 164, 251, 167)
table-header: Μὴν (960, 184, 984, 197)
synthiki-publisher: ΕΚΔΟΤΗΣ: Α. ΤΣΑΓΚΑΡΗΣ (546, 1310, 740, 1326)
ent-doctor: ΙΑΤΡΟΣ Μ. ΠΑΠΑΔΟΠΟΥΛΟΣ (825, 673, 1015, 718)
day-number: 9 (150, 119, 176, 161)
rout-heading-2: ΤΩΝ ΒΟΥΛΓΑΡΩΝ (1082, 178, 1276, 200)
eyes-intro: Οἱ πάσχοντες τοὺς (864, 507, 976, 522)
article-paragraph: Τὸ ὑπουργεῖον μελετήσαν ἐπισταμένως τὸ πόρισμα τῶν ἀνακρίσεων, ἐπέβαλε τὰς προβλεπομένας ποινὰς εἰς τοὺς ἐνόχους. (1309, 535, 1572, 607)
synthiki-price: ΜΕ ΕΙΚΟΝΑΣ ΕΥΡΩΠΑΪΚΑΣ — 5 ΛΕΠΤΑ 5 (525, 1298, 760, 1310)
weekday: ΤΕΤΑΡΤΗ (196, 132, 252, 146)
ticket-heading: Ο ΣΥΝΔΥΑΣΜΟΣ ΑΤΤΙΚΗΣ (1371, 1055, 1510, 1067)
table-cell: 50 (1018, 219, 1032, 232)
divider (26, 470, 251, 473)
column-1 (18, 54, 260, 2208)
divider (1330, 658, 1552, 659)
column-5 (1057, 54, 1301, 2208)
divider (1085, 1130, 1272, 1131)
tour-heading: Η ΠΕΡΙΟΔΕΙΑ (1365, 732, 1516, 755)
article-paragraph: Εἰδικοὶ σπουδασταὶ διὰ τὰς κατ᾿ οἶκον παραδόσεις, καθὼς καὶ διὰ τὰς μεταφράσεις ἐγγράφων καὶ ἐμπορικῶν ἐπιστολῶν. (791, 268, 1049, 325)
divider (530, 888, 754, 889)
